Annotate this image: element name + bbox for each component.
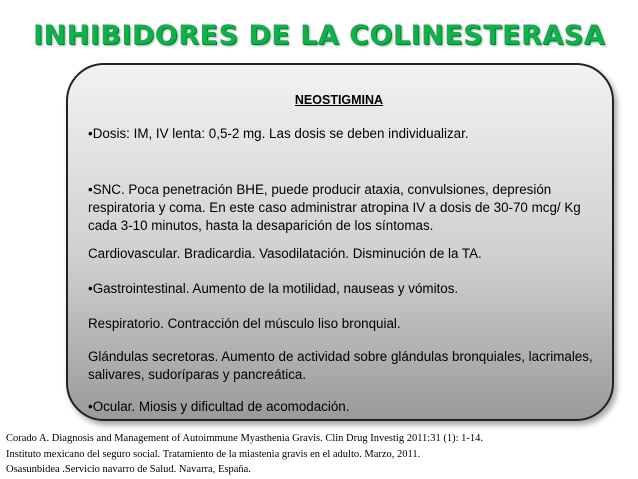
reference-1: Corado A. Diagnosis and Management of Autoimmune Myasthenia Gravis. Clin Drug Investig 2011:31 (1): 1-14. [6, 433, 484, 444]
snc-paragraph: •SNC. Poca penetración BHE, puede producir ataxia, convulsiones, depresión respiratoria y coma. En este caso administrar atropina IV a dosis de 30-70 mcg/ Kg cada 3-10 minutos, hasta la desaparición de los síntomas. [88, 182, 581, 233]
respiratory-paragraph: Respiratorio. Contracción del músculo liso bronquial. [88, 316, 401, 331]
dose-paragraph: •Dosis: IM, IV lenta: 0,5-2 mg. Las dosis se deben individualizar. [88, 126, 469, 141]
reference-3: Osasunbidea .Servicio navarro de Salud. Navarra, España. [6, 464, 251, 475]
reference-2: Instituto mexicano del seguro social. Tratamiento de la miastenia gravis en el adulto. Marzo, 2011. [6, 449, 421, 460]
drug-heading: NEOSTIGMINA [294, 93, 384, 107]
cardiovascular-paragraph: Cardiovascular. Bradicardia. Vasodilatación. Disminución de la TA. [88, 246, 482, 261]
secretory-glands-paragraph: Glándulas secretoras. Aumento de actividad sobre glándulas bronquiales, lacrimales, salivares, sudoríparas y pancreática. [88, 349, 593, 382]
gastrointestinal-paragraph: •Gastrointestinal. Aumento de la motilidad, nauseas y vómitos. [88, 281, 459, 296]
slide-title: INHIBIDORES DE LA COLINESTERASA [32, 20, 605, 51]
ocular-paragraph: •Ocular. Miosis y dificultad de acomodación. [88, 399, 350, 414]
